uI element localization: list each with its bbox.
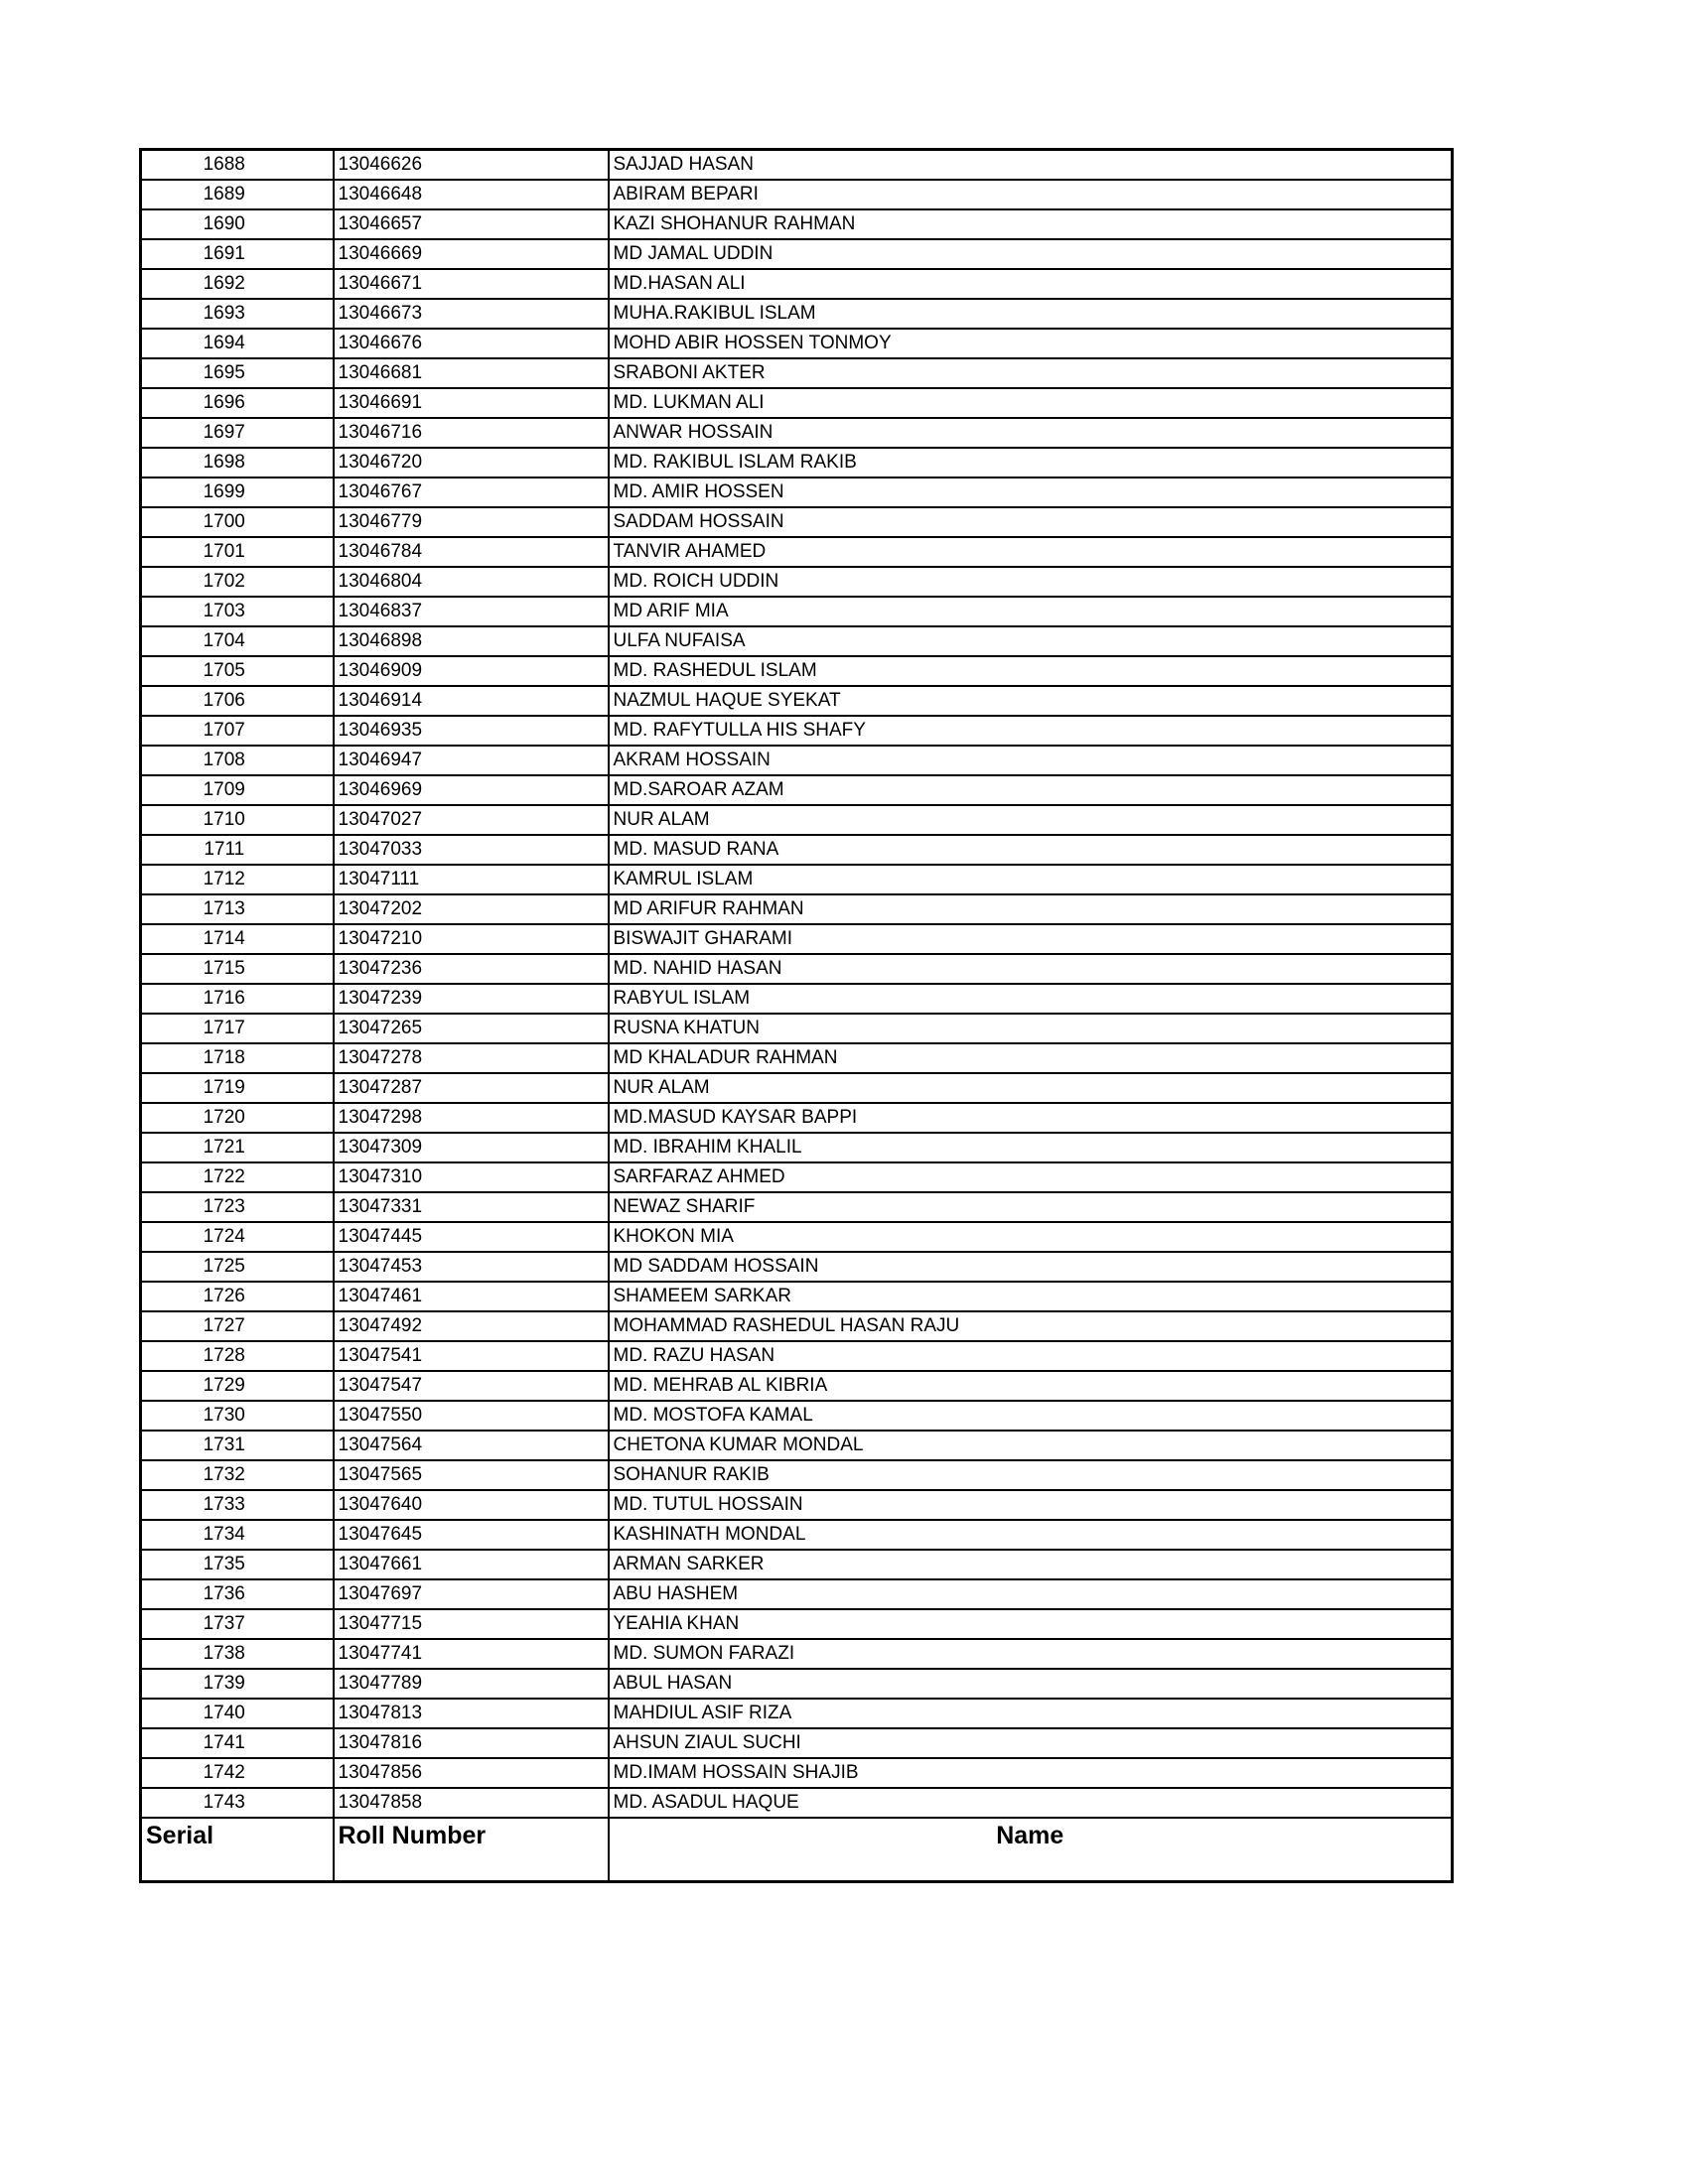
name-cell: AKRAM HOSSAIN [609, 746, 1453, 775]
table-row [141, 1490, 1453, 1520]
roll-number-cell: 13047461 [334, 1282, 609, 1311]
roll-number-cell: 13046837 [334, 597, 609, 626]
roll-number-cell: 13046909 [334, 656, 609, 686]
name-cell: MD. NAHID HASAN [609, 954, 1453, 984]
table-row [141, 1728, 1453, 1758]
roll-number-cell: 13046784 [334, 537, 609, 567]
name-cell: RABYUL ISLAM [609, 984, 1453, 1014]
serial-cell: 1719 [141, 1073, 334, 1103]
table-row [141, 656, 1453, 686]
name-cell: TANVIR AHAMED [609, 537, 1453, 567]
roll-number-cell: 13047111 [334, 865, 609, 894]
name-cell: ABUL HASAN [609, 1669, 1453, 1699]
roll-number-cell: 13047789 [334, 1669, 609, 1699]
serial-cell: 1703 [141, 597, 334, 626]
table-row [141, 1341, 1453, 1371]
serial-cell: 1697 [141, 418, 334, 448]
name-cell: MD. SUMON FARAZI [609, 1639, 1453, 1669]
serial-cell: 1735 [141, 1550, 334, 1579]
roll-number-cell: 13047445 [334, 1222, 609, 1252]
name-cell: MUHA.RAKIBUL ISLAM [609, 299, 1453, 329]
serial-cell: 1705 [141, 656, 334, 686]
serial-cell: 1702 [141, 567, 334, 597]
roll-number-cell: 13046669 [334, 239, 609, 269]
serial-cell: 1714 [141, 924, 334, 954]
header-serial: Serial [141, 1818, 334, 1882]
table-row [141, 835, 1453, 865]
roll-number-cell: 13047265 [334, 1014, 609, 1043]
header-name: Name [609, 1818, 1453, 1882]
serial-cell: 1726 [141, 1282, 334, 1311]
serial-cell: 1711 [141, 835, 334, 865]
name-cell: MD. RAFYTULLA HIS SHAFY [609, 716, 1453, 746]
roll-number-cell: 13047547 [334, 1371, 609, 1401]
serial-cell: 1691 [141, 239, 334, 269]
roll-number-cell: 13046671 [334, 269, 609, 299]
name-cell: MD. MEHRAB AL KIBRIA [609, 1371, 1453, 1401]
name-cell: MD.SAROAR AZAM [609, 775, 1453, 805]
roll-number-cell: 13046681 [334, 358, 609, 388]
table-row [141, 924, 1453, 954]
serial-cell: 1732 [141, 1460, 334, 1490]
table-row [141, 1609, 1453, 1639]
table-row [141, 1788, 1453, 1818]
serial-cell: 1718 [141, 1043, 334, 1073]
roll-number-cell: 13047239 [334, 984, 609, 1014]
table-row [141, 1460, 1453, 1490]
roll-number-cell: 13046691 [334, 388, 609, 418]
name-cell: MD. RAZU HASAN [609, 1341, 1453, 1371]
roll-number-cell: 13047202 [334, 894, 609, 924]
table-row [141, 1192, 1453, 1222]
name-cell: SADDAM HOSSAIN [609, 507, 1453, 537]
table-row [141, 805, 1453, 835]
serial-cell: 1733 [141, 1490, 334, 1520]
roll-number-cell: 13046914 [334, 686, 609, 716]
table-row [141, 567, 1453, 597]
table-row [141, 894, 1453, 924]
table-row [141, 1252, 1453, 1282]
roll-number-cell: 13047816 [334, 1728, 609, 1758]
name-cell: KASHINATH MONDAL [609, 1520, 1453, 1550]
roll-number-cell: 13047541 [334, 1341, 609, 1371]
name-cell: MD. RAKIBUL ISLAM RAKIB [609, 448, 1453, 478]
name-cell: AHSUN ZIAUL SUCHI [609, 1728, 1453, 1758]
roll-number-cell: 13047278 [334, 1043, 609, 1073]
table-row [141, 1222, 1453, 1252]
serial-cell: 1739 [141, 1669, 334, 1699]
name-cell: MD ARIFUR RAHMAN [609, 894, 1453, 924]
table-row [141, 299, 1453, 329]
name-cell: MD JAMAL UDDIN [609, 239, 1453, 269]
table-row [141, 1073, 1453, 1103]
roll-number-cell: 13046626 [334, 150, 609, 181]
name-cell: MD. ASADUL HAQUE [609, 1788, 1453, 1818]
name-cell: MD.IMAM HOSSAIN SHAJIB [609, 1758, 1453, 1788]
roll-number-cell: 13046657 [334, 209, 609, 239]
name-cell: MD.MASUD KAYSAR BAPPI [609, 1103, 1453, 1133]
name-cell: ABU HASHEM [609, 1579, 1453, 1609]
serial-cell: 1730 [141, 1401, 334, 1431]
roll-number-cell: 13046648 [334, 180, 609, 209]
table-row [141, 448, 1453, 478]
name-cell: MD. AMIR HOSSEN [609, 478, 1453, 507]
table-row [141, 1699, 1453, 1728]
roll-number-cell: 13047813 [334, 1699, 609, 1728]
roll-number-cell: 13046804 [334, 567, 609, 597]
table-row [141, 1282, 1453, 1311]
name-cell: MD. LUKMAN ALI [609, 388, 1453, 418]
name-cell: MD. RASHEDUL ISLAM [609, 656, 1453, 686]
name-cell: SRABONI AKTER [609, 358, 1453, 388]
name-cell: NAZMUL HAQUE SYEKAT [609, 686, 1453, 716]
name-cell: MD. MASUD RANA [609, 835, 1453, 865]
serial-cell: 1717 [141, 1014, 334, 1043]
roll-number-cell: 13047033 [334, 835, 609, 865]
serial-cell: 1736 [141, 1579, 334, 1609]
serial-cell: 1698 [141, 448, 334, 478]
name-cell: RUSNA KHATUN [609, 1014, 1453, 1043]
name-cell: NUR ALAM [609, 805, 1453, 835]
roll-number-cell: 13047287 [334, 1073, 609, 1103]
serial-cell: 1737 [141, 1609, 334, 1639]
serial-cell: 1709 [141, 775, 334, 805]
roll-number-cell: 13047331 [334, 1192, 609, 1222]
table-row [141, 1371, 1453, 1401]
name-cell: MD. MOSTOFA KAMAL [609, 1401, 1453, 1431]
name-cell: CHETONA KUMAR MONDAL [609, 1431, 1453, 1460]
serial-cell: 1728 [141, 1341, 334, 1371]
table-row [141, 1669, 1453, 1699]
serial-cell: 1701 [141, 537, 334, 567]
name-cell: MD.HASAN ALI [609, 269, 1453, 299]
name-cell: ANWAR HOSSAIN [609, 418, 1453, 448]
name-cell: KAZI SHOHANUR RAHMAN [609, 209, 1453, 239]
serial-cell: 1689 [141, 180, 334, 209]
serial-cell: 1707 [141, 716, 334, 746]
name-cell: MD. TUTUL HOSSAIN [609, 1490, 1453, 1520]
column-header-row [141, 1818, 1453, 1882]
roll-number-cell: 13046720 [334, 448, 609, 478]
roll-number-cell: 13047858 [334, 1788, 609, 1818]
table-row [141, 269, 1453, 299]
serial-cell: 1693 [141, 299, 334, 329]
table-row [141, 1014, 1453, 1043]
roll-number-cell: 13047661 [334, 1550, 609, 1579]
serial-cell: 1695 [141, 358, 334, 388]
serial-cell: 1699 [141, 478, 334, 507]
name-cell: ULFA NUFAISA [609, 626, 1453, 656]
roll-number-cell: 13046935 [334, 716, 609, 746]
table-row [141, 865, 1453, 894]
table-row [141, 1520, 1453, 1550]
serial-cell: 1716 [141, 984, 334, 1014]
name-cell: NUR ALAM [609, 1073, 1453, 1103]
name-cell: MD. IBRAHIM KHALIL [609, 1133, 1453, 1162]
table-row [141, 1579, 1453, 1609]
name-cell: SAJJAD HASAN [609, 150, 1453, 181]
roll-number-cell: 13047564 [334, 1431, 609, 1460]
serial-cell: 1704 [141, 626, 334, 656]
roll-number-cell: 13047210 [334, 924, 609, 954]
roll-number-cell: 13047310 [334, 1162, 609, 1192]
table-row [141, 209, 1453, 239]
serial-cell: 1694 [141, 329, 334, 358]
name-cell: MD ARIF MIA [609, 597, 1453, 626]
table-row [141, 150, 1453, 181]
serial-cell: 1727 [141, 1311, 334, 1341]
serial-cell: 1712 [141, 865, 334, 894]
roll-number-cell: 13047715 [334, 1609, 609, 1639]
roll-number-cell: 13046779 [334, 507, 609, 537]
table-row [141, 1043, 1453, 1073]
serial-cell: 1688 [141, 150, 334, 181]
table-row [141, 1758, 1453, 1788]
name-cell: SHAMEEM SARKAR [609, 1282, 1453, 1311]
roll-number-cell: 13047453 [334, 1252, 609, 1282]
table-row [141, 418, 1453, 448]
roll-number-cell: 13047236 [334, 954, 609, 984]
table-row [141, 1550, 1453, 1579]
roll-number-cell: 13047741 [334, 1639, 609, 1669]
serial-cell: 1729 [141, 1371, 334, 1401]
table-row [141, 597, 1453, 626]
serial-cell: 1692 [141, 269, 334, 299]
serial-cell: 1741 [141, 1728, 334, 1758]
name-cell: ARMAN SARKER [609, 1550, 1453, 1579]
serial-cell: 1720 [141, 1103, 334, 1133]
table-row [141, 686, 1453, 716]
serial-cell: 1725 [141, 1252, 334, 1282]
name-cell: ABIRAM BEPARI [609, 180, 1453, 209]
roll-number-cell: 13047645 [334, 1520, 609, 1550]
roll-number-cell: 13046716 [334, 418, 609, 448]
name-cell: MD KHALADUR RAHMAN [609, 1043, 1453, 1073]
table-row [141, 478, 1453, 507]
serial-cell: 1715 [141, 954, 334, 984]
table-row [141, 180, 1453, 209]
roll-number-cell: 13047298 [334, 1103, 609, 1133]
serial-cell: 1723 [141, 1192, 334, 1222]
roll-number-cell: 13046969 [334, 775, 609, 805]
table-row [141, 1311, 1453, 1341]
table-row [141, 537, 1453, 567]
serial-cell: 1696 [141, 388, 334, 418]
name-cell: MD SADDAM HOSSAIN [609, 1252, 1453, 1282]
table-row [141, 1639, 1453, 1669]
serial-cell: 1731 [141, 1431, 334, 1460]
roll-number-cell: 13046673 [334, 299, 609, 329]
serial-cell: 1708 [141, 746, 334, 775]
table-row [141, 329, 1453, 358]
roll-number-cell: 13047027 [334, 805, 609, 835]
serial-cell: 1742 [141, 1758, 334, 1788]
roll-number-cell: 13046676 [334, 329, 609, 358]
table-row [141, 1401, 1453, 1431]
roll-number-cell: 13047565 [334, 1460, 609, 1490]
name-cell: MD. ROICH UDDIN [609, 567, 1453, 597]
table-row [141, 1103, 1453, 1133]
name-cell: MOHAMMAD RASHEDUL HASAN RAJU [609, 1311, 1453, 1341]
table-row [141, 239, 1453, 269]
table-row [141, 746, 1453, 775]
name-cell: BISWAJIT GHARAMI [609, 924, 1453, 954]
roll-number-cell: 13047856 [334, 1758, 609, 1788]
serial-cell: 1713 [141, 894, 334, 924]
roll-number-cell: 13047550 [334, 1401, 609, 1431]
name-cell: KAMRUL ISLAM [609, 865, 1453, 894]
table-row [141, 626, 1453, 656]
table-row [141, 1162, 1453, 1192]
roll-number-cell: 13046898 [334, 626, 609, 656]
serial-cell: 1700 [141, 507, 334, 537]
table-body [141, 150, 1453, 1819]
name-cell: KHOKON MIA [609, 1222, 1453, 1252]
table-row [141, 775, 1453, 805]
name-cell: MAHDIUL ASIF RIZA [609, 1699, 1453, 1728]
header-roll-number: Roll Number [334, 1818, 609, 1882]
roll-number-cell: 13047697 [334, 1579, 609, 1609]
serial-cell: 1740 [141, 1699, 334, 1728]
serial-cell: 1690 [141, 209, 334, 239]
serial-cell: 1706 [141, 686, 334, 716]
table-row [141, 1133, 1453, 1162]
table-row [141, 507, 1453, 537]
serial-cell: 1734 [141, 1520, 334, 1550]
serial-cell: 1721 [141, 1133, 334, 1162]
roll-number-cell: 13046947 [334, 746, 609, 775]
serial-cell: 1722 [141, 1162, 334, 1192]
name-cell: YEAHIA KHAN [609, 1609, 1453, 1639]
serial-cell: 1738 [141, 1639, 334, 1669]
name-cell: MOHD ABIR HOSSEN TONMOY [609, 329, 1453, 358]
roll-number-cell: 13047492 [334, 1311, 609, 1341]
serial-cell: 1724 [141, 1222, 334, 1252]
table-row [141, 358, 1453, 388]
name-cell: SOHANUR RAKIB [609, 1460, 1453, 1490]
table-row [141, 388, 1453, 418]
serial-cell: 1743 [141, 1788, 334, 1818]
roll-number-cell: 13047309 [334, 1133, 609, 1162]
roll-number-table [139, 148, 1454, 1883]
table-row [141, 1431, 1453, 1460]
roll-number-cell: 13047640 [334, 1490, 609, 1520]
table-row [141, 954, 1453, 984]
name-cell: NEWAZ SHARIF [609, 1192, 1453, 1222]
table-row [141, 716, 1453, 746]
name-cell: SARFARAZ AHMED [609, 1162, 1453, 1192]
table-row [141, 984, 1453, 1014]
roll-number-cell: 13046767 [334, 478, 609, 507]
serial-cell: 1710 [141, 805, 334, 835]
